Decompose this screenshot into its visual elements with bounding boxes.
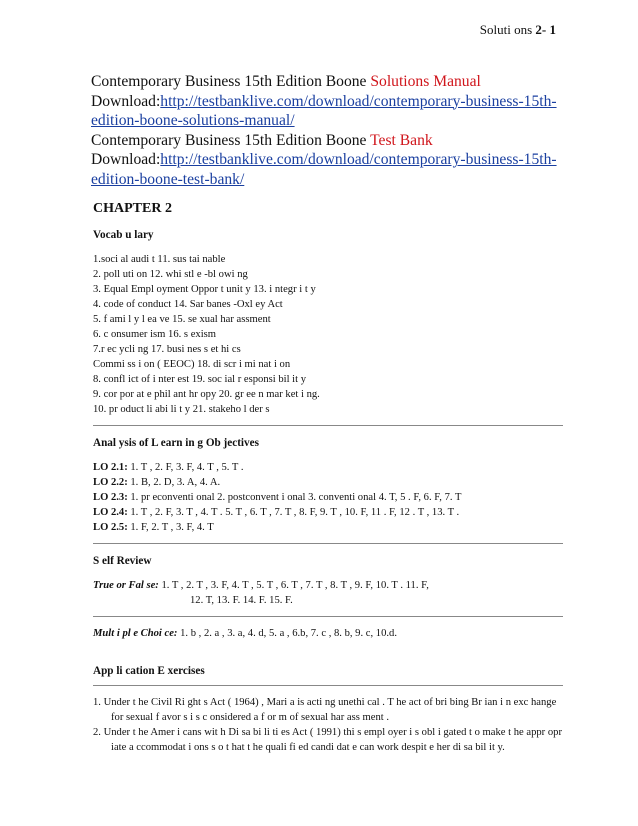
lo-label: LO 2.2:	[93, 477, 128, 488]
multiple-choice-answers	[93, 626, 563, 641]
vocab-list	[93, 252, 563, 417]
lo-label: LO 2.5:	[93, 522, 128, 533]
mc-label: Mult i pl e Choi ce:	[93, 628, 178, 639]
analysis-list	[93, 460, 563, 535]
mc-row	[93, 626, 563, 641]
analysis-row	[93, 460, 563, 475]
vocab-line: 8. confl ict of i nter est 19. soc ial r esponsi bil it y	[93, 374, 307, 385]
lo-answers: 1. B, 2. D, 3. A, 4. A.	[127, 477, 221, 488]
solutions-manual-link[interactable]: http://testbanklive.com/download/contemporary-business-15th-edition-boone-solutions-manual/	[91, 92, 557, 130]
lo-label: LO 2.1:	[93, 462, 128, 473]
tf-row	[93, 578, 563, 593]
application-item: 1. Under t he Civil Ri ght s Act ( 1964) , Mari a is acti ng unethi cal . T he act of bri bing Br ian i n exc hange for sexual f avor s i s c onsidered a f or m of sexual har ass ment .	[93, 697, 557, 723]
lo-answers: 1. pr econventi onal 2. postconvent i onal 3. conventi onal 4. T, 5 . F, 6. F, 7. T	[127, 492, 462, 503]
header-page-number: 2- 1	[535, 22, 556, 37]
lo-answers: 1. F, 2. T , 3. F, 4. T	[127, 522, 214, 533]
vocab-line: 3. Equal Empl oyment Oppor t unit y 13. i ntegr i t y	[93, 284, 316, 295]
promo-line-2	[91, 92, 561, 131]
divider	[93, 616, 563, 617]
application-list	[93, 695, 563, 755]
analysis-row	[93, 505, 563, 520]
page-header	[480, 22, 556, 38]
vocab-line: 6. c onsumer ism 16. s exism	[93, 329, 216, 340]
vocab-heading: Vocab u lary	[93, 229, 154, 241]
analysis-row	[93, 490, 563, 505]
vocab-line: Commi ss i on ( EEOC) 18. di scr i mi nat i on	[93, 359, 291, 370]
tf-label: True or Fal se:	[93, 580, 159, 591]
promo-line-1	[91, 72, 561, 92]
vocab-line: 4. code of conduct 14. Sar banes -Oxl ey Act	[93, 299, 283, 310]
promo-title-1: Contemporary Business 15th Edition Boone	[91, 73, 371, 90]
promo-line-3	[91, 131, 561, 151]
test-bank-link[interactable]: http://testbanklive.com/download/contemporary-business-15th-edition-boone-test-bank/	[91, 151, 557, 188]
divider	[93, 543, 563, 544]
vocab-line: 9. cor por at e phil ant hr opy 20. gr ee n mar ket i ng.	[93, 389, 320, 400]
document-body	[93, 200, 563, 763]
lo-label: LO 2.4:	[93, 507, 128, 518]
tf-answers: 1. T , 2. T , 3. F, 4. T , 5. T , 6. T , 7. T , 8. T , 9. F, 10. T . 11. F,	[158, 580, 429, 591]
chapter-title: CHAPTER 2	[93, 201, 172, 216]
analysis-row	[93, 520, 563, 535]
vocab-line: 7.r ec ycli ng 17. busi nes s et hi cs	[93, 344, 241, 355]
lo-label: LO 2.3:	[93, 492, 128, 503]
vocab-line: 2. poll uti on 12. whi stl e -bl owi ng	[93, 269, 248, 280]
header-label: Soluti ons	[479, 22, 533, 37]
lo-answers: 1. T , 2. F, 3. T , 4. T . 5. T , 6. T , 7. T , 8. F, 9. T , 10. F, 11 . F, 12 . T , 13. T .	[127, 507, 460, 518]
promo-block	[91, 72, 561, 190]
tf-row-continued: 12. T, 13. F. 14. F. 15. F.	[190, 595, 293, 606]
promo-red-2: Test Bank	[370, 131, 433, 149]
application-item: 2. Under t he Amer i cans wit h Di sa bi li ti es Act ( 1991) thi s empl oyer i s obl i gated t o make t he appr opr iate a ccommodat i ons s o t hat t he quali fi ed candi dat e can work despit e her di sa bil it y.	[93, 727, 562, 753]
divider	[93, 425, 563, 426]
self-review-heading: S elf Review	[93, 555, 152, 567]
promo-line-4	[91, 150, 561, 189]
vocab-line: 10. pr oduct li abi li t y 21. stakeho l der s	[93, 404, 270, 415]
vocab-line: 1.soci al audi t 11. sus tai nable	[93, 254, 226, 265]
promo-download-prefix-2: Download:	[91, 151, 161, 169]
promo-download-prefix-1: Download:	[91, 92, 161, 110]
promo-red-1: Solutions Manual	[370, 73, 481, 90]
lo-answers: 1. T , 2. F, 3. F, 4. T , 5. T .	[127, 462, 244, 473]
true-false-answers	[93, 578, 563, 608]
analysis-row	[93, 475, 563, 490]
promo-title-2: Contemporary Business 15th Edition Boone	[91, 131, 371, 149]
divider	[93, 685, 563, 686]
application-heading: App li cation E xercises	[93, 665, 205, 677]
analysis-heading: Anal ysis of L earn in g Ob jectives	[93, 437, 259, 449]
vocab-line: 5. f ami l y l ea ve 15. se xual har assment	[93, 314, 271, 325]
mc-answers: 1. b , 2. a , 3. a, 4. d, 5. a , 6.b, 7. c , 8. b, 9. c, 10.d.	[177, 628, 397, 639]
